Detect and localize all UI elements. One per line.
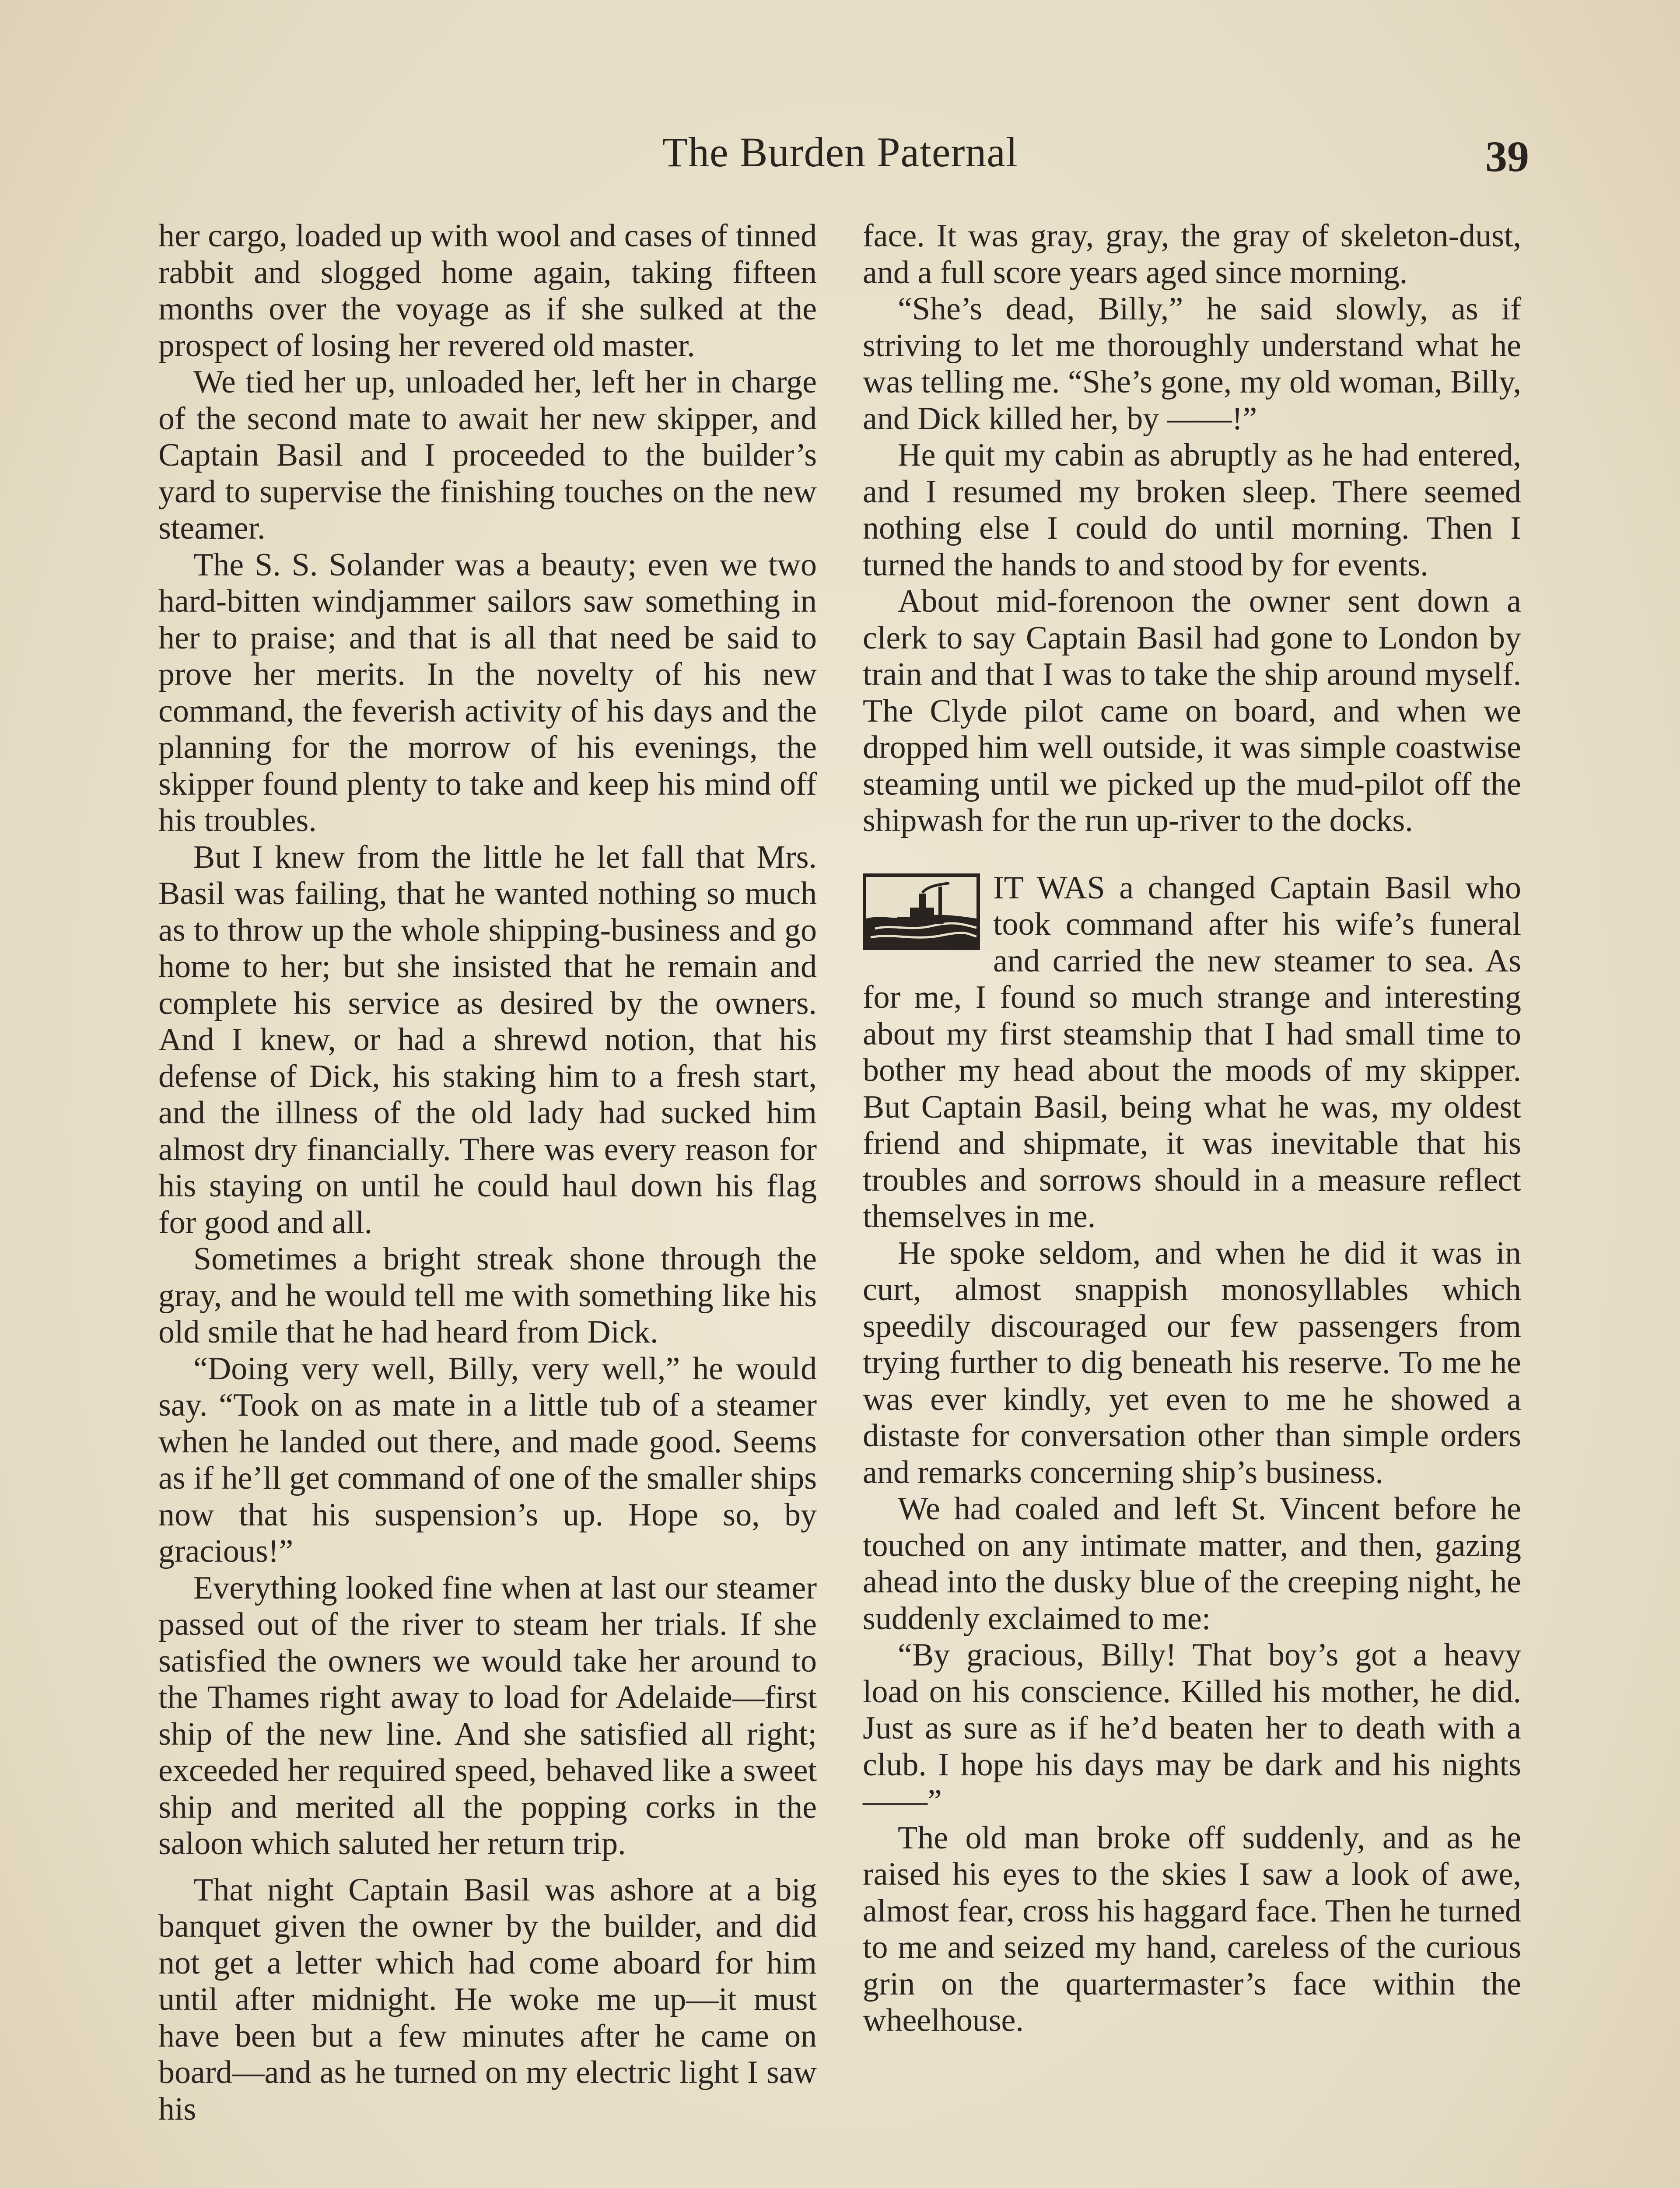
paragraph: The S. S. Solander was a beauty; even we two hard-bitten windjammer sailors saw something in her to praise; and that is all that need be said to prove her merits. In the novelty of his new command, the feverish activity of his days and the planning for the morrow of his evenings, the skipper found plenty to take and keep his mind off his troubles. [158, 547, 817, 838]
paragraph: “Doing very well, Billy, very well,” he would say. “Took on as mate in a little tub of a steamer when he landed out there, and made good. Seems as if he’ll get command of one of the smaller ships now that his suspension’s up. Hope so, by gracious!” [158, 1350, 817, 1569]
paragraph: We tied her up, unloaded her, left her in charge of the second mate to await her new skipper, and Captain Basil and I proceeded to the builder’s yard to supervise the finishing touches on the new steamer. [158, 364, 817, 546]
paragraph: Everything looked fine when at last our steamer passed out of the river to steam her trials. If she satisfied the owners we would take her around to the Thames right away to load for Adelaide—first ship of the new line. And she satisfied all right; exceeded her required speed, behaved like a sweet ship and merited all the popping corks in the saloon which saluted her return trip. [158, 1570, 817, 1862]
right-column [863, 218, 1521, 2039]
paragraph: About mid-forenoon the owner sent down a clerk to say Captain Basil had gone to London by train and that I was to take the ship around myself. The Clyde pilot came on board, and when we dropped him well outside, it was simple coastwise steaming until we picked up the mud-pilot off the shipwash for the run up-river to the docks. [863, 583, 1521, 838]
left-column [158, 218, 817, 2128]
section-break [863, 870, 1521, 2039]
paragraph: He spoke seldom, and when he did it was in curt, almost snappish monosyllables which speedily discouraged our few passengers from trying further to dig beneath his reserve. To me he was ever kindly, yet even to me he showed a distaste for conversation other than simple orders and remarks concerning ship’s business. [863, 1235, 1521, 1490]
section-opening-paragraph: IT WAS a changed Captain Basil who took command after his wife’s funeral and carried the new steamer to sea. As for me, I found so much strange and interesting about my first steamship that I had small time to bother my head about the moods of my skipper. But Captain Basil, being what he was, my oldest friend and shipmate, it was inevitable that his troubles and sorrows should in a measure reflect themselves in me. [863, 870, 1521, 1234]
paragraph: her cargo, loaded up with wool and cases of tinned rabbit and slogged home again, taking fifteen months over the voyage as if she sulked at the prospect of losing her revered old master. [158, 218, 817, 364]
paragraph: We had coaled and left St. Vincent before he touched on any intimate matter, and then, gazing ahead into the dusky blue of the creeping night, he suddenly exclaimed to me: [863, 1491, 1521, 1637]
paragraph: Sometimes a bright streak shone through the gray, and he would tell me with something like his old smile that he had heard from Dick. [158, 1241, 817, 1350]
running-title: The Burden Paternal [662, 129, 1018, 175]
paragraph: He quit my cabin as abruptly as he had entered, and I resumed my broken sleep. There seemed nothing else I could do until morning. Then I turned the hands to and stood by for events. [863, 437, 1521, 583]
paragraph: The old man broke off suddenly, and as he raised his eyes to the skies I saw a look of awe, almost fear, cross his haggard face. Then he turned to me and seized my hand, careless of the curious grin on the quartermaster’s face within the wheelhouse. [863, 1820, 1521, 2038]
paragraph: That night Captain Basil was ashore at a big banquet given the owner by the builder, and did not get a letter which had come aboard for him until after midnight. He woke me up—it must have been but a few minutes after he came on board—and as he turned on my electric light I saw his [158, 1872, 817, 2127]
paragraph: But I knew from the little he let fall that Mrs. Basil was failing, that he wanted nothing so much as to throw up the whole shipping-business and go home to her; but she insisted that he remain and complete his service as desired by the owners. And I knew, or had a shrewd notion, that his defense of Dick, his staking him to a fresh start, and the illness of the old lady had sucked him almost dry financially. There was every reason for his staying on until he could haul down his flag for good and all. [158, 839, 817, 1241]
ship-illustration-icon [863, 873, 980, 950]
paragraph: “She’s dead, Billy,” he said slowly, as if striving to let me thoroughly understand what he was telling me. “She’s gone, my old woman, Billy, and Dick killed her, by ——!” [863, 291, 1521, 437]
page-number: 39 [1485, 132, 1529, 181]
paragraph: face. It was gray, gray, the gray of skeleton-dust, and a full score years aged since morning. [863, 218, 1521, 291]
paragraph: “By gracious, Billy! That boy’s got a heavy load on his conscience. Killed his mother, he did. Just as sure as if he’d beaten her to death with a club. I hope his days may be dark and his nights——” [863, 1637, 1521, 1819]
